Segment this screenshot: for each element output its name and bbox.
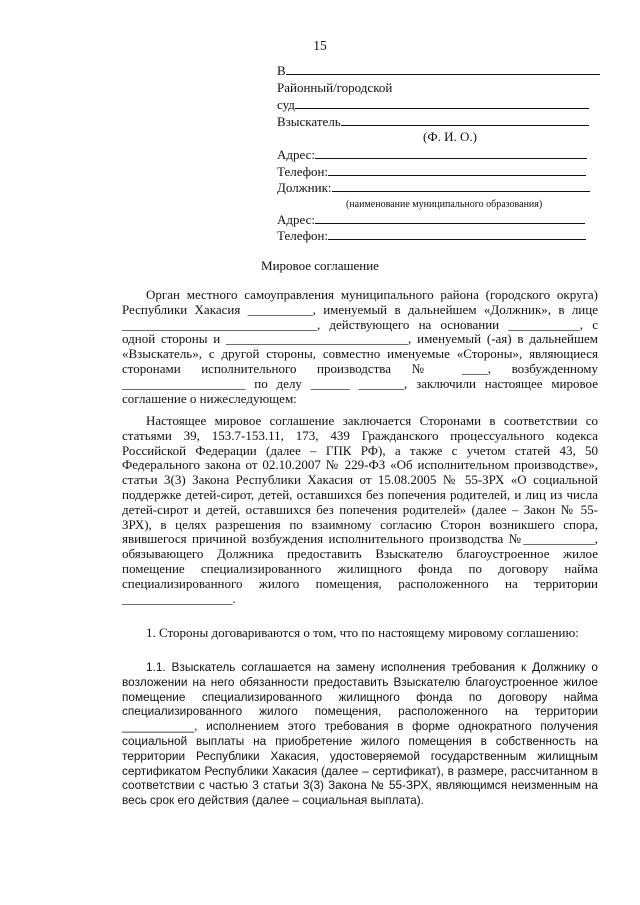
header-court-word: суд — [277, 97, 295, 112]
address2-label: Адрес: — [277, 212, 315, 227]
fio-caption: (Ф. И. О.) — [423, 129, 477, 144]
phone2-blank[interactable] — [328, 227, 586, 240]
address-blank[interactable] — [315, 146, 587, 159]
phone-blank[interactable] — [328, 163, 586, 176]
header-to-prefix: В — [277, 63, 286, 78]
address2-blank[interactable] — [315, 211, 585, 224]
debtor-caption: (наименование муниципального образования) — [346, 199, 543, 210]
address-label: Адрес: — [277, 147, 315, 162]
debtor-blank[interactable] — [332, 179, 590, 192]
phone-label: Телефон: — [277, 164, 329, 179]
paragraph-1: Орган местного самоуправления муниципального района (городского округа) Республики Хакасия __________, именуемый в дальнейшем «Должник», в лице ______________________________, действующего на основании ___________, с одной стороны и ____________________________, именуемый (-ая) в дальнейшем «Взыскатель», с другой стороны, совместно именуемые «Стороны», являющиеся сторонами исполнительного производства № ____, возбужденному ___________________ по делу ______ _______, заключили настоящее мировое соглашение о нижеследующем: — [122, 287, 598, 406]
court-name-blank[interactable] — [286, 62, 600, 75]
header-court-line1: Районный/городской — [277, 80, 393, 95]
header-phone — [277, 163, 607, 180]
header-court-to — [277, 62, 607, 79]
debtor-label: Должник: — [277, 180, 332, 195]
paragraph-basis — [122, 414, 598, 606]
header-address2 — [277, 211, 607, 228]
paragraph-parties — [122, 288, 598, 406]
paragraph-4: 1.1. Взыскатель соглашается на замену исполнения требования к Должнику о возложении на него обязанности предоставить Взыскателю благоустроенное жилое помещение специализированного жилищного фонда по договору найма специализированного жилого помещения, расположенного на территории ___________, исполнением этого требования в форме однократного получения социальной выплаты на приобретение жилого помещения в собственность на территории Республики Хакасия, удостоверяемой государственным жилищным сертификатом Республики Хакасия (далее – сертификат), в размере, рассчитанном в соответствии с частью 3 статьи 3(3) Закона № 55-ЗРХ, являющимся неизменным на весь срок его действия (далее – социальная выплата). — [122, 660, 598, 808]
paragraph-3: 1. Стороны договариваются о том, что по настоящему мировому соглашению: — [146, 625, 579, 640]
paragraph-clause-1-1 — [122, 660, 598, 808]
claimant-label: Взыскатель — [277, 114, 341, 129]
header-debtor — [277, 179, 607, 196]
document-title: Мировое соглашение — [261, 258, 379, 273]
header-phone2 — [277, 227, 607, 244]
page-number: 15 — [313, 38, 327, 53]
paragraph-2: Настоящее мировое соглашение заключается Сторонами в соответствии со статьями 39, 153.7-153.11, 173, 439 Гражданского процессуального кодекса Российской Федерации (далее – ГПК РФ), а также с учетом статей 43, 50 Федерального закона от 02.10.2007 № 229-ФЗ «Об исполнительном производстве», статьи 3(3) Закона Республики Хакасия от 15.08.2005 № 55-ЗРХ «О социальной поддержке детей-сирот, детей, оставшихся без попечения родителей, и лиц из числа детей-сирот и детей, оставшихся без попечения родителей» (далее – Закон № 55-ЗРХ), в целях разрешения по взаимному согласию Сторон возникшего спора, явившегося причиной возбуждения исполнительного производства №___________, обязывающего Должника предоставить Взыскателю благоустроенное жилое помещение специализированного жилищного фонда по договору найма специализированного жилого помещения, расположенного на территории _________________. — [122, 413, 598, 606]
header-court-line2 — [277, 96, 607, 113]
phone2-label: Телефон: — [277, 228, 329, 243]
header-address — [277, 146, 607, 163]
court-blank[interactable] — [295, 96, 589, 109]
claimant-blank[interactable] — [341, 113, 589, 126]
paragraph-agreement — [122, 626, 598, 641]
